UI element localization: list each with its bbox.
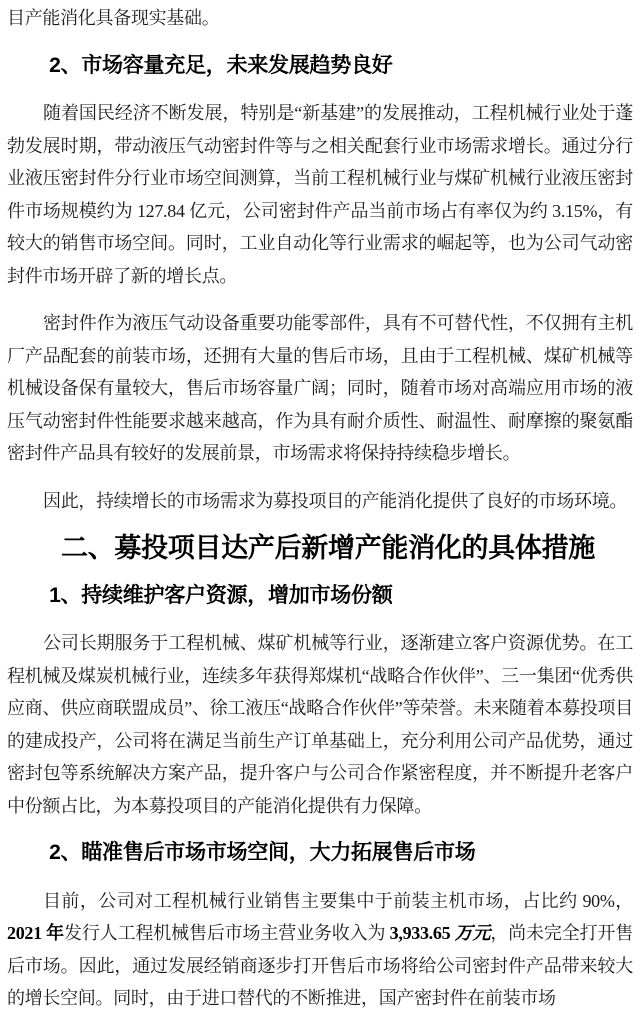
para-market-growth: 随着国民经济不断发展，特别是“新基建”的发展推动，工程机械行业处于蓬勃发展时期，带动液压气动密封件等与之相关配套行业市场需求增长。通过分行业液压密封件分行业市场空间测算，当前工程机械行业与煤矿机械行业液压密封件市场规模约为 127.84 亿元，公司密封件产品当前市场占有率仅为约 3.15%，有较大的销售市场空间。同时，工业自动化等行业需求的崛起等，也为公司气动密封件市场开辟了新的增长点。: [7, 103, 633, 286]
para-aftermarket: [7, 885, 633, 1015]
heading-sub-one: 1、持续维护客户资源，增加市场份额: [49, 583, 393, 607]
para-conclusion: 因此，持续增长的市场需求为募投项目的产能消化提供了良好的市场环境。: [43, 490, 628, 511]
heading-sub-two: 2、瞄准售后市场市场空间，大力拓展售后市场: [49, 841, 476, 864]
para-aftermarket-intro: 目前，公司对工程机械行业销售主要集中于前装主机市场，占比约 90%，: [43, 890, 633, 911]
para-seal-importance: 密封件作为液压气动设备重要功能零部件，具有不可替代性，不仅拥有主机厂产品配套的前装市场，还拥有大量的售后市场，且由于工程机械、煤矿机械等机械设备保有量较大，售后市场容量广阔；同时，随着市场对高端应用市场的液压气动密封件性能要求越来越高，作为具有耐介质性、耐温性、耐摩擦的聚氨酯密封件产品具有较好的发展前景，市场需求将保持持续稳步增长。: [7, 313, 633, 463]
para-aftermarket-revenue-number: 3,933.65: [389, 923, 455, 943]
heading-section-two: 二、募投项目达产后新增产能消化的具体措施: [61, 533, 595, 563]
heading-market-capacity: 2、市场容量充足，未来发展趋势良好: [49, 53, 393, 77]
para-aftermarket-revenue-unit: 万元: [454, 923, 491, 943]
para-aftermarket-year-bold: 2021 年: [7, 923, 65, 943]
para-aftermarket-tail: ，尚未完全打开售后市场。因此，通过发展经销商逐步打开售后市场将给公司密封件产品带来较大的增长空间。同时，由于进口替代的不断推进，国产密封件在前装市场: [7, 923, 633, 1008]
para-customer-resources: 公司长期服务于工程机械、煤矿机械等行业，逐渐建立客户资源优势。在工程机械及煤炭机械行业，连续多年获得郑煤机“战略合作伙伴”、三一集团“优秀供应商、供应商联盟成员”、徐工液压“战略合作伙伴”等荣誉。未来随着本募投项目的建成投产，公司将在满足当前生产订单基础上，充分利用公司产品优势，通过密封包等系统解决方案产品，提升客户与公司合作紧密程度，并不断提升老客户中份额占比，为本募投项目的产能消化提供有力保障。: [7, 633, 633, 816]
continuation-line: 目产能消化具备现实基础。: [7, 8, 220, 28]
para-aftermarket-mid: 发行人工程机械售后市场主营业务收入为: [64, 923, 390, 943]
